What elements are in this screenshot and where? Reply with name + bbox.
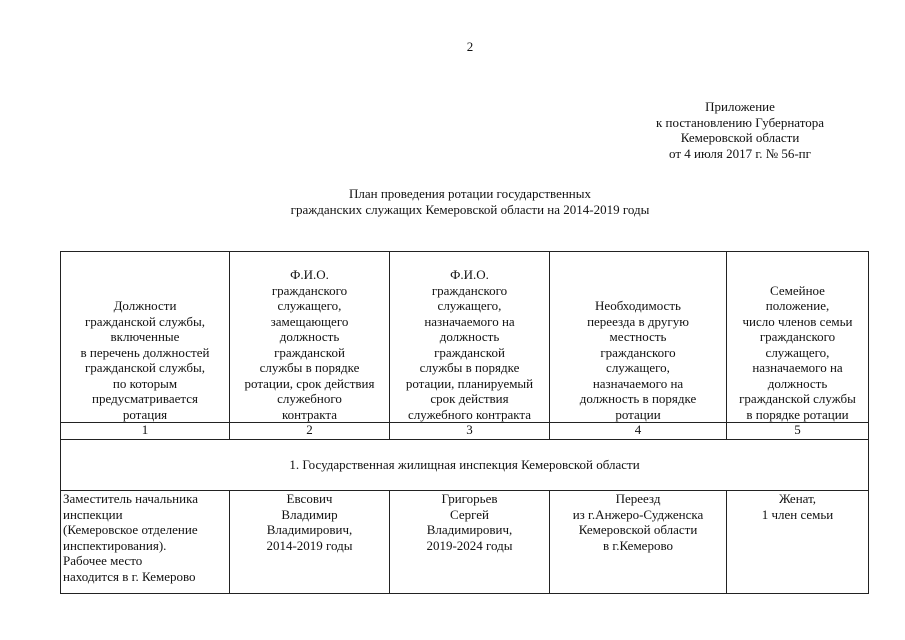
cell-text-line: в г.Кемерово: [603, 537, 673, 553]
section-row: [61, 440, 869, 491]
cell-text-line: срок действия: [430, 391, 509, 406]
relocation-cell: [550, 491, 727, 594]
cell-text-line: гражданской службы,: [84, 313, 206, 329]
cell-text-line: переезда в другую: [587, 313, 689, 329]
cell-text-line: гражданской: [274, 344, 345, 360]
family-status-cell: [727, 491, 869, 594]
cell-text-line: службы в порядке: [259, 360, 360, 375]
appendix-line: Кемеровской области: [680, 130, 800, 145]
cell-text-line: должность: [279, 329, 340, 344]
cell-text-line: инспектирования).: [63, 537, 167, 553]
cell-text-line: Рабочее место: [63, 553, 143, 568]
header-cell: [230, 252, 390, 423]
cell-text-line: Переезд: [615, 491, 661, 506]
cell-text-line: Ф.И.О.: [450, 267, 489, 282]
appendix-line: Приложение: [705, 99, 775, 114]
column-number: 1: [61, 423, 230, 440]
cell-text-line: 1 член семьи: [761, 506, 834, 522]
header-cell: [727, 252, 869, 423]
cell-text-line: Женат,: [778, 491, 817, 506]
cell-text-line: служащего,: [437, 298, 502, 313]
cell-text-line: положение,: [765, 298, 830, 313]
cell-text-line: Ф.И.О.: [290, 267, 329, 282]
cell-text-line: в порядке ротации: [746, 406, 849, 422]
appendix-line: к постановлению Губернатора: [655, 114, 825, 130]
cell-text-line: гражданского: [759, 329, 836, 344]
header-row: [61, 252, 869, 423]
cell-text-line: Владимирович,: [266, 522, 353, 537]
cell-text-line: служащего,: [277, 298, 342, 313]
cell-text-line: замещающего: [270, 313, 349, 329]
column-number: 3: [390, 423, 550, 440]
cell-text-line: должность: [439, 329, 500, 344]
cell-text-line: назначаемого на: [424, 313, 515, 329]
column-number: 2: [230, 423, 390, 440]
cell-text-line: Сергей: [450, 506, 489, 522]
cell-text-line: служебного: [277, 391, 342, 406]
document-title: [0, 186, 905, 217]
cell-text-line: инспекции: [63, 506, 123, 522]
cell-text-line: назначаемого на: [592, 375, 684, 391]
column-number: 4: [550, 423, 727, 440]
cell-text-line: ротации, планируемый: [405, 375, 534, 391]
cell-text-line: контракта: [282, 406, 337, 422]
cell-text-line: по которым: [112, 375, 178, 391]
cell-text-line: служащего,: [606, 360, 670, 375]
cell-text-line: (Кемеровское отделение: [63, 522, 198, 537]
appendix-line: от 4 июля 2017 г. № 56-пг: [669, 145, 811, 161]
section-title: 1. Государственная жилищная инспекция Кемеровской области: [61, 440, 869, 491]
cell-text-line: Семейное: [770, 282, 825, 298]
cell-text-line: гражданского: [600, 344, 676, 360]
cell-text-line: число членов семьи: [742, 313, 853, 329]
cell-text-line: 2014-2019 годы: [266, 537, 353, 553]
cell-text-line: служащего,: [765, 344, 830, 360]
header-cell: [390, 252, 550, 423]
cell-text-line: Владимир: [281, 506, 338, 522]
position-cell: [61, 491, 230, 594]
cell-text-line: гражданского: [271, 282, 348, 298]
page-number: 2: [466, 39, 474, 54]
cell-text-line: 2019-2024 годы: [426, 537, 513, 553]
cell-text-line: гражданского: [431, 282, 508, 298]
title-line: гражданских служащих Кемеровской области на 2014-2019 годы: [290, 201, 650, 217]
cell-text-line: ротация: [122, 406, 168, 422]
cell-text-line: гражданской службы: [739, 391, 856, 406]
cell-text-line: Должности: [113, 298, 177, 313]
cell-text-line: службы в порядке: [419, 360, 520, 375]
cell-text-line: гражданской: [434, 344, 505, 360]
cell-text-line: предусматривается: [92, 391, 198, 406]
cell-text-line: ротации, срок действия: [244, 375, 375, 391]
column-number-row: [61, 423, 869, 440]
current-employee-cell: [230, 491, 390, 594]
header-cell: [550, 252, 727, 423]
cell-text-line: Евсович: [286, 491, 333, 506]
cell-text-line: в перечень должностей: [80, 344, 210, 360]
cell-text-line: местность: [609, 329, 667, 344]
cell-text-line: служебного контракта: [408, 406, 531, 422]
rotation-plan-table: [60, 251, 869, 594]
cell-text-line: ротации: [615, 406, 661, 422]
cell-text-line: Владимирович,: [426, 522, 513, 537]
header-cell: [61, 252, 230, 423]
cell-text-line: Кемеровской области: [578, 522, 698, 537]
cell-text-line: из г.Анжеро-Судженска: [572, 506, 704, 522]
cell-text-line: находится в г. Кемерово: [63, 568, 196, 584]
cell-text-line: Необходимость: [595, 298, 681, 313]
cell-text-line: должность в порядке: [579, 391, 697, 406]
appointed-employee-cell: [390, 491, 550, 594]
cell-text-line: должность: [767, 375, 828, 391]
cell-text-line: Заместитель начальника: [63, 491, 198, 506]
table-row: [61, 491, 869, 594]
cell-text-line: Григорьев: [441, 491, 498, 506]
column-number: 5: [727, 423, 869, 440]
cell-text-line: назначаемого на: [752, 360, 843, 375]
appendix-block: [620, 99, 860, 161]
cell-text-line: гражданской службы,: [84, 360, 206, 375]
title-line: План проведения ротации государственных: [349, 186, 591, 201]
cell-text-line: включенные: [110, 329, 180, 344]
